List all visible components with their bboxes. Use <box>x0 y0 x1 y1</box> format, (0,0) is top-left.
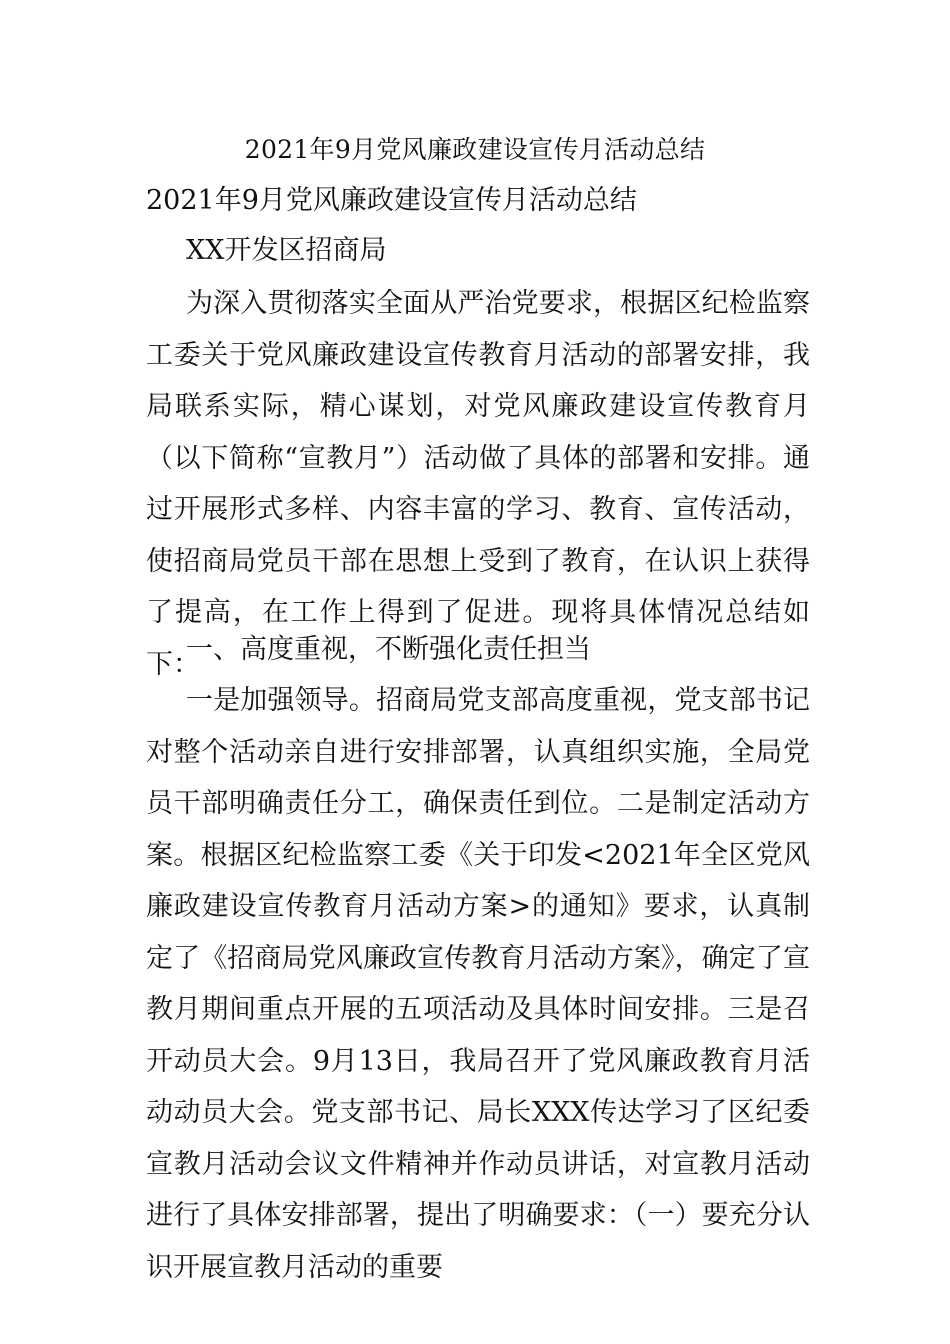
section-heading: 一、高度重视，不断强化责任担当 <box>186 634 591 665</box>
section-paragraph: 一是加强领导。招商局党支部高度重视，党支部书记对整个活动亲自进行安排部署，认真组织实施，全局党员干部明确责任分工，确保责任到位。二是制定活动方案。根据区纪检监察工委《关于印发<2021年全区党风廉政建设宣传教育月活动方案>的通知》要求，认真制定了《招商局党风廉政宣传教育月活动方案》，确定了宣教月期间重点开展的五项活动及具体时间安排。三是召开动员大会。9月13日，我局召开了党风廉政教育月活动动员大会。党支部书记、局长XXX传达学习了区纪委宣教月活动会议文件精神并作动员讲话，对宣教月活动进行了具体安排部署，提出了明确要求：（一）要充分认识开展宣教月活动的重要 <box>146 685 810 1283</box>
intro-paragraph: 为深入贯彻落实全面从严治党要求，根据区纪检监察工委关于党风廉政建设宣传教育月活动的部署安排，我局联系实际，精心谋划，对党风廉政建设宣传教育月（以下简称“宣教月”）活动做了具体的部署和安排。通过开展形式多样、内容丰富的学习、教育、宣传活动，使招商局党员干部在思想上受到了教育，在认识上获得了提高，在工作上得到了促进。现将具体情况总结如下： <box>146 288 810 680</box>
document-title: 2021年9月党风廉政建设宣传月活动总结 <box>244 135 706 164</box>
document-subtitle: 2021年9月党风廉政建设宣传月活动总结 <box>146 185 637 216</box>
organization-name: XX开发区招商局 <box>186 235 387 266</box>
